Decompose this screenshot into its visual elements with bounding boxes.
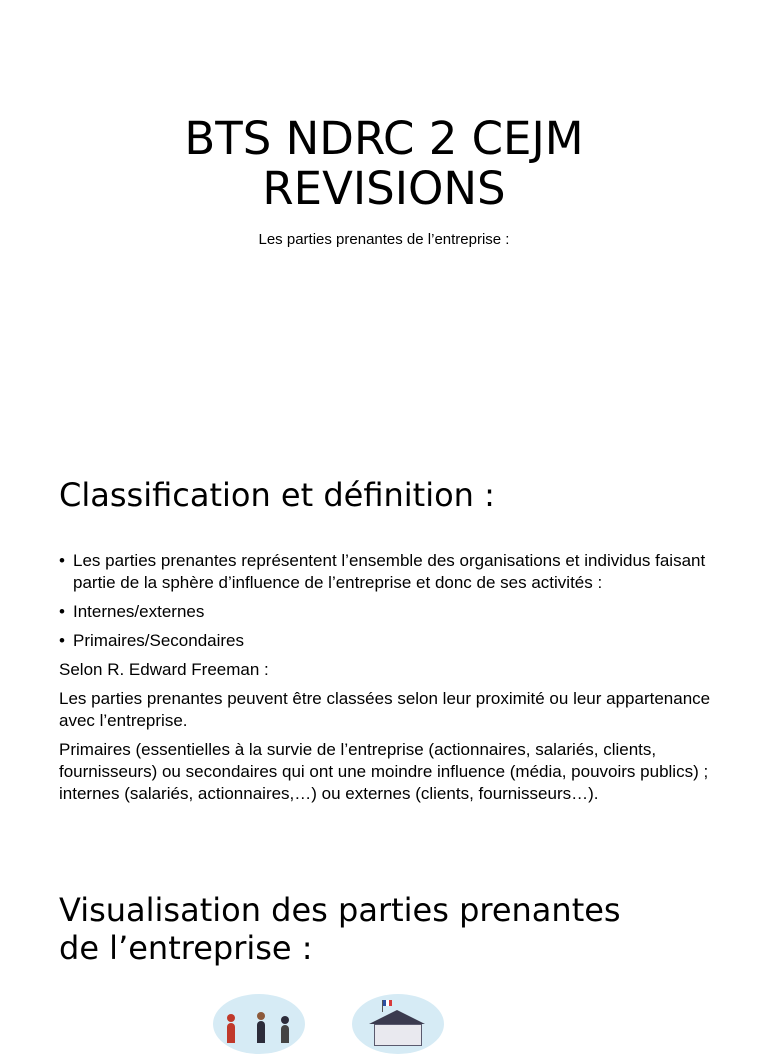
document-title bbox=[0, 114, 768, 214]
document-title-line-2: REVISIONS bbox=[262, 162, 506, 215]
document-subtitle: Les parties prenantes de l’entreprise : bbox=[258, 231, 510, 248]
paragraph-freeman: Selon R. Edward Freeman : bbox=[59, 660, 269, 679]
classification-body bbox=[59, 550, 729, 812]
section-heading-visualisation bbox=[59, 891, 739, 967]
bullet-item: • Primaires/Secondaires bbox=[59, 630, 729, 652]
bullet-item: • Internes/externes bbox=[59, 601, 729, 623]
building-icon bbox=[352, 994, 444, 1054]
section-heading-classification: Classification et définition : bbox=[59, 476, 495, 514]
paragraph-primaires: Primaires (essentielles à la survie de l’entreprise (actionnaires, salariés, clients, fournisseurs) ou secondaires qui ont une moindre influence (média, pouvoirs publics) ; internes (salariés, actionnaires,…) ou externes (clients, fournisseurs…). bbox=[59, 740, 709, 803]
paragraph-classification: Les parties prenantes peuvent être classées selon leur proximité ou leur appartenance avec l’entreprise. bbox=[59, 689, 711, 730]
bullet-item: • Les parties prenantes représentent l’ensemble des organisations et individus faisant partie de la sphère d’influence de l’entreprise et donc de ses activités : bbox=[59, 550, 729, 594]
section-heading-visualisation-line-1: Visualisation des parties prenantes bbox=[59, 891, 621, 929]
document-title-line-1: BTS NDRC 2 CEJM bbox=[184, 112, 584, 165]
people-group-icon bbox=[213, 994, 305, 1054]
section-heading-visualisation-line-2: de l’entreprise : bbox=[59, 929, 313, 967]
